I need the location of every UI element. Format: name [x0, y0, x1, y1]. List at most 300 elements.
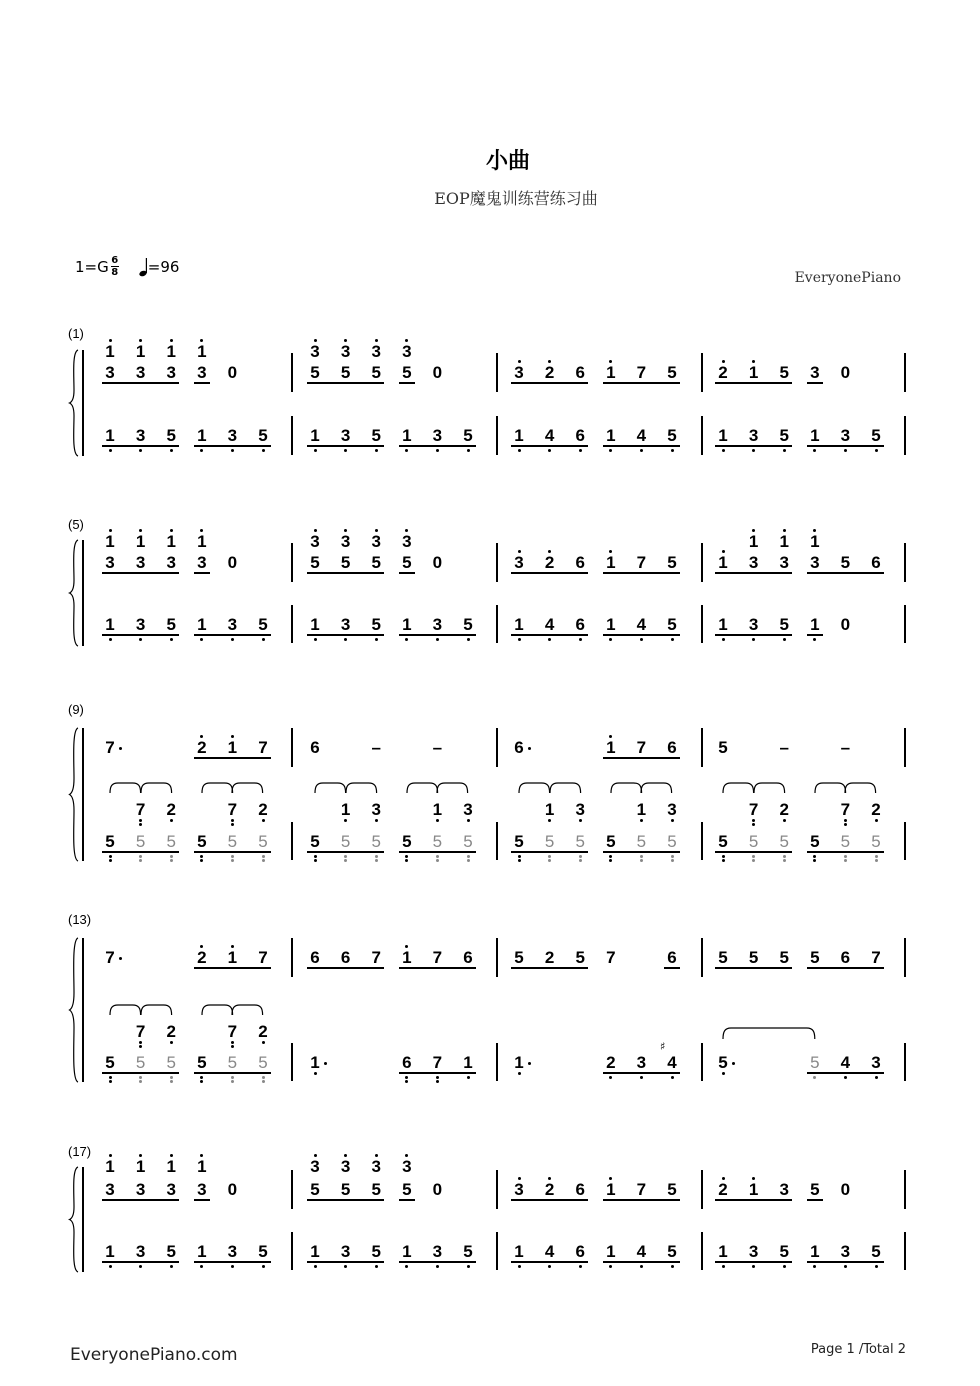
- tie-arc: [346, 783, 377, 795]
- note: 5: [871, 426, 881, 445]
- barline-lower: [904, 1232, 906, 1270]
- octave-down-dot: [139, 823, 142, 826]
- octave-down-dot: [875, 819, 878, 822]
- octave-down-dot: [813, 859, 816, 862]
- arranger-credit: EveryonePiano: [794, 270, 901, 286]
- note: 1: [105, 1242, 115, 1261]
- note: 3: [197, 1180, 207, 1199]
- octave-down-dot: [344, 859, 347, 862]
- octave-up-dot: [722, 1177, 725, 1180]
- note: 5: [340, 553, 351, 572]
- octave-down-dot: [844, 859, 847, 862]
- note: 1: [748, 532, 759, 551]
- note: 3: [810, 553, 820, 572]
- octave-down-dot: [170, 855, 173, 858]
- octave-down-dot: [231, 1265, 234, 1268]
- note: 4: [544, 426, 555, 445]
- octave-down-dot: [518, 1072, 521, 1075]
- octave-down-dot: [640, 819, 643, 822]
- octave-down-dot: [752, 819, 755, 822]
- note: 6: [840, 948, 851, 967]
- octave-down-dot: [579, 859, 582, 862]
- octave-up-dot: [200, 735, 203, 738]
- note: 5: [310, 832, 320, 851]
- note: 3: [432, 1242, 443, 1261]
- octave-down-dot: [783, 1265, 786, 1268]
- note: 1: [718, 1242, 728, 1261]
- note: 5: [718, 1053, 728, 1072]
- octave-down-dot: [518, 449, 521, 452]
- note: 5: [310, 1180, 320, 1199]
- octave-down-dot: [579, 449, 582, 452]
- note: 1: [514, 615, 524, 634]
- note: 7: [606, 948, 616, 967]
- barline-lower: [904, 822, 906, 860]
- octave-down-dot: [518, 638, 521, 641]
- note: 5: [258, 1053, 268, 1072]
- barline-upper: [496, 728, 498, 767]
- note: 5: [840, 832, 851, 851]
- system-start-line: [82, 728, 84, 861]
- note: 5: [310, 363, 320, 382]
- octave-up-dot: [405, 529, 408, 532]
- octave-down-dot: [170, 1041, 173, 1044]
- note: 3: [748, 553, 759, 572]
- octave-down-dot: [109, 1265, 112, 1268]
- note: 5: [197, 832, 207, 851]
- note: 1: [779, 532, 789, 551]
- octave-down-dot: [722, 855, 725, 858]
- note: 1: [718, 553, 728, 572]
- octave-down-dot: [722, 1265, 725, 1268]
- note: 5: [402, 553, 412, 572]
- tie-arc: [611, 783, 642, 795]
- note: 5: [135, 1053, 146, 1072]
- octave-down-dot: [671, 1265, 674, 1268]
- note: 1: [197, 1157, 207, 1176]
- note: 5: [810, 1180, 820, 1199]
- octave-up-dot: [518, 550, 521, 553]
- note: 7: [105, 948, 115, 967]
- octave-down-dot: [436, 1080, 439, 1083]
- note: 1: [105, 1157, 115, 1176]
- octave-up-dot: [139, 339, 142, 342]
- octave-down-dot: [467, 819, 470, 822]
- note: 3: [135, 363, 146, 382]
- note: 3: [871, 1053, 881, 1072]
- note: 3: [432, 615, 443, 634]
- rest: 0: [432, 553, 443, 572]
- note: 5: [779, 948, 789, 967]
- octave-down-dot: [231, 449, 234, 452]
- note: 2: [871, 800, 881, 819]
- octave-down-dot: [548, 638, 551, 641]
- note: 3: [371, 800, 381, 819]
- note: 1: [514, 426, 524, 445]
- octave-down-dot: [436, 638, 439, 641]
- octave-up-dot: [344, 529, 347, 532]
- tie-arc: [110, 1005, 141, 1017]
- octave-up-dot: [139, 1154, 142, 1157]
- octave-down-dot: [375, 638, 378, 641]
- time-signature-top: 6: [111, 255, 119, 266]
- octave-down-dot: [170, 819, 173, 822]
- tie-arc: [519, 783, 550, 795]
- octave-up-dot: [170, 529, 173, 532]
- augmentation-dot: [324, 1062, 327, 1065]
- note: 5: [227, 1053, 238, 1072]
- octave-down-dot: [722, 638, 725, 641]
- note: 2: [544, 553, 555, 572]
- octave-down-dot: [844, 1076, 847, 1079]
- octave-up-dot: [109, 339, 112, 342]
- system-start-line: [82, 350, 84, 456]
- note: 5: [402, 363, 412, 382]
- octave-down-dot: [170, 449, 173, 452]
- barline-lower: [291, 1043, 293, 1081]
- note: 3: [840, 426, 851, 445]
- octave-down-dot: [813, 1076, 816, 1079]
- augmentation-dot: [528, 1062, 531, 1065]
- note: 3: [105, 363, 115, 382]
- note: 3: [748, 615, 759, 634]
- note: 5: [667, 615, 677, 634]
- sustain-dash: –: [432, 738, 443, 757]
- barline-upper: [904, 938, 906, 977]
- note: 5: [402, 1180, 412, 1199]
- note: 5: [575, 948, 585, 967]
- note: 1: [606, 615, 616, 634]
- note: 5: [779, 426, 789, 445]
- barline-lower: [496, 416, 498, 455]
- octave-up-dot: [752, 1177, 755, 1180]
- octave-down-dot: [375, 859, 378, 862]
- octave-down-dot: [548, 859, 551, 862]
- note: 3: [371, 342, 381, 361]
- note: 1: [514, 1053, 524, 1072]
- sustain-dash: –: [779, 738, 789, 757]
- octave-down-dot: [548, 819, 551, 822]
- octave-down-dot: [109, 638, 112, 641]
- octave-down-dot: [671, 859, 674, 862]
- note: 3: [402, 342, 412, 361]
- note: 1: [135, 342, 146, 361]
- octave-down-dot: [200, 859, 203, 862]
- note: 3: [636, 1053, 647, 1072]
- rest: 0: [227, 553, 238, 572]
- note: 5: [810, 832, 820, 851]
- tie-arc: [754, 783, 785, 795]
- note: 1: [197, 426, 207, 445]
- barline-upper: [904, 728, 906, 767]
- octave-down-dot: [875, 1265, 878, 1268]
- octave-down-dot: [314, 1072, 317, 1075]
- barline-lower: [291, 416, 293, 455]
- note: 5: [340, 832, 351, 851]
- octave-down-dot: [314, 638, 317, 641]
- octave-down-dot: [262, 638, 265, 641]
- note: 3: [575, 800, 585, 819]
- note: 5: [371, 553, 381, 572]
- note: 6: [463, 948, 473, 967]
- note: 5: [810, 1053, 820, 1072]
- octave-down-dot: [671, 449, 674, 452]
- octave-down-dot: [170, 859, 173, 862]
- octave-down-dot: [844, 855, 847, 858]
- note: 5: [227, 832, 238, 851]
- barline-lower: [904, 1043, 906, 1081]
- sharp-icon: ♯: [660, 1040, 666, 1053]
- note: 1: [105, 342, 115, 361]
- octave-up-dot: [344, 339, 347, 342]
- octave-down-dot: [436, 855, 439, 858]
- note: 3: [514, 363, 524, 382]
- note: 3: [402, 532, 412, 551]
- octave-down-dot: [844, 449, 847, 452]
- octave-down-dot: [262, 1041, 265, 1044]
- octave-up-dot: [375, 339, 378, 342]
- octave-down-dot: [671, 819, 674, 822]
- note: 5: [667, 553, 677, 572]
- note: 3: [371, 1157, 381, 1176]
- note: 5: [718, 948, 728, 967]
- note: 1: [606, 426, 616, 445]
- time-signature-bottom: 8: [111, 267, 119, 278]
- octave-down-dot: [231, 1076, 234, 1079]
- note: 3: [310, 342, 320, 361]
- octave-down-dot: [405, 1265, 408, 1268]
- octave-down-dot: [783, 855, 786, 858]
- augmentation-dot: [119, 957, 122, 960]
- barline-upper: [291, 938, 293, 977]
- note: 1: [718, 615, 728, 634]
- barline-lower: [496, 1232, 498, 1270]
- octave-up-dot: [405, 945, 408, 948]
- octave-up-dot: [752, 360, 755, 363]
- key-signature: 1=G: [75, 258, 109, 276]
- tie-arc: [723, 1028, 815, 1041]
- octave-down-dot: [640, 638, 643, 641]
- barline-upper: [496, 938, 498, 977]
- note: 5: [166, 1053, 176, 1072]
- octave-down-dot: [344, 855, 347, 858]
- octave-up-dot: [314, 1154, 317, 1157]
- rest: 0: [432, 363, 443, 382]
- octave-down-dot: [752, 855, 755, 858]
- rest: 0: [227, 1180, 238, 1199]
- octave-down-dot: [640, 449, 643, 452]
- note: 5: [748, 948, 759, 967]
- note: 6: [667, 948, 677, 967]
- note: 1: [718, 426, 728, 445]
- footer-site: EveryonePiano.com: [70, 1345, 238, 1365]
- note: 6: [402, 1053, 412, 1072]
- note: 5: [544, 832, 555, 851]
- octave-down-dot: [722, 859, 725, 862]
- octave-down-dot: [436, 1265, 439, 1268]
- note: 2: [779, 800, 789, 819]
- octave-up-dot: [548, 550, 551, 553]
- octave-down-dot: [875, 859, 878, 862]
- octave-down-dot: [609, 859, 612, 862]
- barline-lower: [496, 822, 498, 860]
- barline-lower: [496, 605, 498, 643]
- barline-upper: [904, 543, 906, 582]
- grand-staff-brace: [69, 938, 79, 1084]
- octave-down-dot: [467, 638, 470, 641]
- note: 5: [402, 832, 412, 851]
- octave-down-dot: [640, 1076, 643, 1079]
- tie-arc: [202, 1005, 233, 1017]
- octave-down-dot: [579, 855, 582, 858]
- note: 3: [135, 426, 146, 445]
- octave-down-dot: [139, 1080, 142, 1083]
- octave-down-dot: [783, 819, 786, 822]
- note: 5: [779, 1242, 789, 1261]
- note: 3: [135, 1180, 146, 1199]
- note: 6: [575, 363, 585, 382]
- note: 3: [340, 342, 351, 361]
- note: 3: [105, 553, 115, 572]
- note: 3: [135, 553, 146, 572]
- octave-down-dot: [813, 855, 816, 858]
- octave-up-dot: [139, 529, 142, 532]
- measure-number-label: (13): [68, 912, 92, 927]
- octave-down-dot: [518, 855, 521, 858]
- octave-down-dot: [518, 859, 521, 862]
- octave-down-dot: [344, 819, 347, 822]
- note: 1: [197, 615, 207, 634]
- octave-down-dot: [671, 1076, 674, 1079]
- rest: 0: [840, 1180, 851, 1199]
- barline-upper: [291, 543, 293, 582]
- note: 5: [432, 832, 443, 851]
- octave-down-dot: [139, 1076, 142, 1079]
- note: 5: [718, 832, 728, 851]
- note: 2: [544, 363, 555, 382]
- barline-lower: [701, 1232, 703, 1270]
- octave-down-dot: [200, 1080, 203, 1083]
- note: 3: [340, 1242, 351, 1261]
- octave-down-dot: [548, 449, 551, 452]
- octave-down-dot: [609, 638, 612, 641]
- note: 5: [810, 948, 820, 967]
- note: 3: [166, 363, 176, 382]
- note: 6: [310, 948, 320, 967]
- octave-up-dot: [200, 945, 203, 948]
- rest: 0: [840, 363, 851, 382]
- barline-lower: [701, 605, 703, 643]
- note: 1: [105, 426, 115, 445]
- page-indicator: Page 1 /Total 2: [810, 1342, 906, 1357]
- barline-upper: [904, 1170, 906, 1209]
- note: 3: [310, 532, 320, 551]
- octave-down-dot: [262, 859, 265, 862]
- note: 1: [227, 738, 238, 757]
- tie-arc: [232, 1005, 263, 1017]
- octave-down-dot: [139, 1265, 142, 1268]
- augmentation-dot: [528, 747, 531, 750]
- note: 5: [135, 832, 146, 851]
- note: 5: [667, 426, 677, 445]
- octave-down-dot: [375, 449, 378, 452]
- note: 6: [340, 948, 351, 967]
- octave-down-dot: [548, 855, 551, 858]
- octave-down-dot: [579, 638, 582, 641]
- note: 5: [514, 948, 524, 967]
- song-title: 小曲: [485, 149, 530, 174]
- note: 1: [402, 948, 412, 967]
- note: 6: [575, 1242, 585, 1261]
- octave-down-dot: [262, 1265, 265, 1268]
- note: 5: [463, 832, 473, 851]
- rest: 0: [227, 363, 238, 382]
- note: 1: [197, 532, 207, 551]
- octave-down-dot: [436, 859, 439, 862]
- note: 7: [227, 1022, 238, 1041]
- note: 5: [575, 832, 585, 851]
- octave-down-dot: [875, 449, 878, 452]
- barline-upper: [291, 1170, 293, 1209]
- octave-down-dot: [231, 1045, 234, 1048]
- octave-up-dot: [609, 735, 612, 738]
- octave-up-dot: [783, 529, 786, 532]
- octave-down-dot: [314, 1265, 317, 1268]
- barline-upper: [701, 1170, 703, 1209]
- note: 7: [135, 1022, 146, 1041]
- octave-up-dot: [518, 1177, 521, 1180]
- note: 6: [514, 738, 524, 757]
- note: 2: [258, 1022, 268, 1041]
- note: 7: [371, 948, 381, 967]
- octave-up-dot: [518, 360, 521, 363]
- octave-down-dot: [609, 1076, 612, 1079]
- octave-down-dot: [200, 855, 203, 858]
- octave-down-dot: [344, 449, 347, 452]
- note: 3: [227, 426, 238, 445]
- note: 5: [166, 426, 176, 445]
- note: 1: [310, 426, 320, 445]
- note: 6: [575, 1180, 585, 1199]
- note: 5: [340, 363, 351, 382]
- note: 1: [340, 800, 351, 819]
- rest: 0: [432, 1180, 443, 1199]
- note: 1: [810, 615, 820, 634]
- barline-upper: [291, 353, 293, 392]
- note: 3: [166, 553, 176, 572]
- note: 5: [840, 553, 851, 572]
- octave-up-dot: [752, 529, 755, 532]
- note: 5: [748, 832, 759, 851]
- note: 4: [840, 1053, 851, 1072]
- barline-upper: [701, 543, 703, 582]
- note: 3: [340, 615, 351, 634]
- note: 2: [166, 800, 176, 819]
- note: 2: [718, 1180, 728, 1199]
- note: 5: [667, 832, 677, 851]
- tie-arc: [550, 783, 581, 795]
- octave-down-dot: [375, 855, 378, 858]
- note: 7: [135, 800, 146, 819]
- grand-staff-brace: [69, 1167, 79, 1274]
- note: 5: [667, 363, 677, 382]
- note: 4: [636, 615, 647, 634]
- note: 1: [810, 532, 820, 551]
- note: 7: [636, 738, 647, 757]
- octave-down-dot: [170, 638, 173, 641]
- octave-up-dot: [548, 1177, 551, 1180]
- note: 4: [667, 1053, 677, 1072]
